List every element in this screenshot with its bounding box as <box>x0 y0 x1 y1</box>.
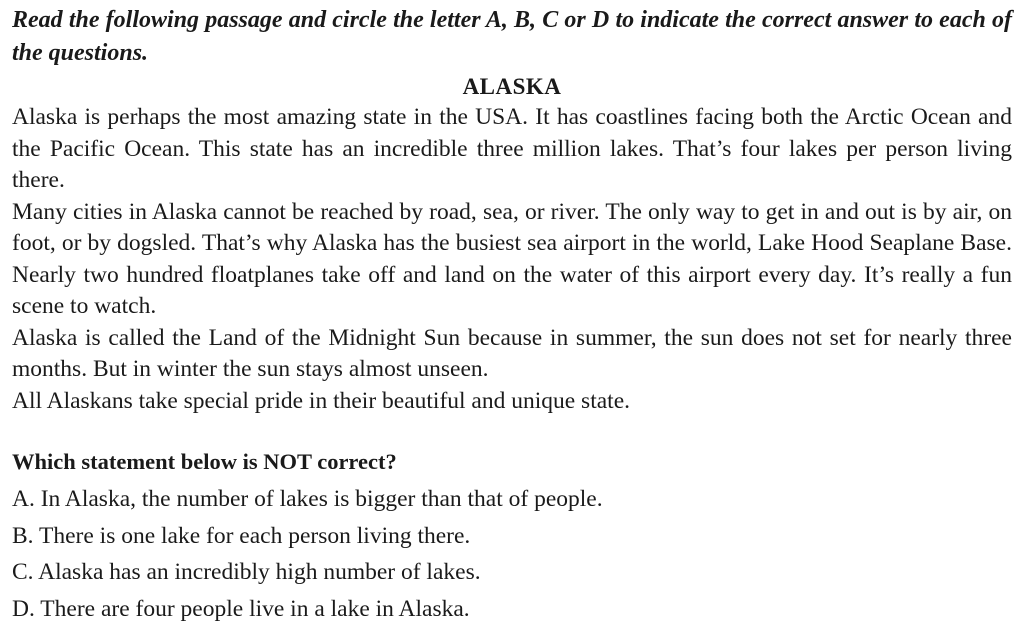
paragraph-2: Many cities in Alaska cannot be reached by road, sea, or river. The only way to get in and out is by air, on foot, or by dogsled. That’s why Alaska has the busiest sea airport in the world, Lake Hood Seaplane Base. Nearly two hundred floatplanes take off and land on the water of this airport every day. It’s really a fun scene to watch. <box>12 198 1012 319</box>
paragraph-1: Alaska is perhaps the most amazing state in the USA. It has coastlines facing both the Arctic Ocean and the Pacific Ocean. This state has an incredible three million lakes. That’s four lakes per person living there. <box>12 104 1012 193</box>
option-b: B. There is one lake for each person living there. <box>12 522 471 549</box>
instructions: Read the following passage and circle the letter A, B, C or D to indicate the correct answer to each of the questions. <box>12 7 1012 66</box>
worksheet <box>12 4 1012 627</box>
passage-title: ALASKA <box>462 74 562 99</box>
option-d: D. There are four people live in a lake in Alaska. <box>12 595 470 622</box>
answer-options <box>12 481 1012 627</box>
passage <box>12 102 1012 417</box>
option-a: A. In Alaska, the number of lakes is bigger than that of people. <box>12 486 603 512</box>
paragraph-3: Alaska is called the Land of the Midnight Sun because in summer, the sun does not set for nearly three months. But in winter the sun stays almost unseen. <box>12 324 1012 382</box>
option-c: C. Alaska has an incredibly high number of lakes. <box>12 559 481 585</box>
paragraph-4: All Alaskans take special pride in their beautiful and unique state. <box>12 387 630 414</box>
question-text: Which statement below is NOT correct? <box>12 449 397 474</box>
